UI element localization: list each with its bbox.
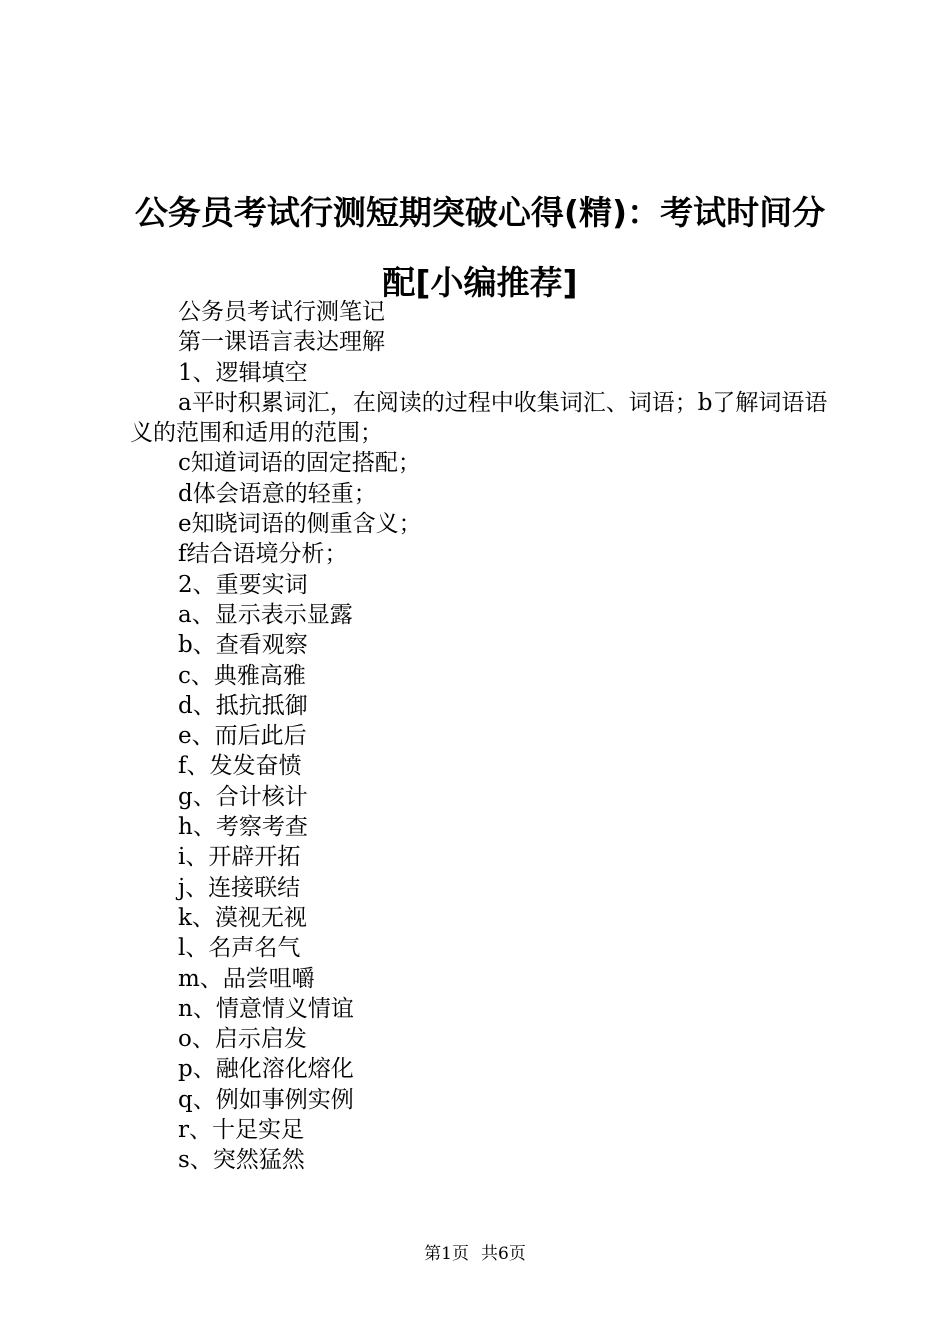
paragraph: f、发发奋愤 <box>178 753 302 780</box>
paragraph: d、抵抗抵御 <box>178 692 308 719</box>
paragraph: r、十足实足 <box>178 1117 304 1144</box>
paragraph: c知道词语的固定搭配； <box>178 450 421 477</box>
paragraph: j、连接联结 <box>178 874 301 901</box>
paragraph: e知晓词语的侧重含义； <box>178 511 422 538</box>
paragraph: q、例如事例实例 <box>178 1086 354 1113</box>
paragraph: i、开辟开拓 <box>178 844 301 871</box>
paragraph: p、融化溶化熔化 <box>178 1056 354 1083</box>
paragraph: s、突然猛然 <box>178 1147 305 1174</box>
paragraph: d体会语意的轻重； <box>178 480 377 507</box>
paragraph: e、而后此后 <box>178 723 307 750</box>
paragraph: l、名声名气 <box>178 935 301 962</box>
paragraph: 公务员考试行测笔记 <box>178 299 385 325</box>
paragraph: 1、逻辑填空 <box>178 359 308 386</box>
paragraph: 第一课语言表达理解 <box>178 329 385 356</box>
paragraph: 2、重要实词 <box>178 571 308 598</box>
paragraph: a平时积累词汇，在阅读的过程中收集词汇、词语；b了解词语语义的范围和适用的范围； <box>130 389 828 447</box>
document-title: 公务员考试行测短期突破心得(精)：考试时间分配[小编推荐] <box>134 193 826 302</box>
document-body <box>130 297 832 1176</box>
paragraph: m、品尝咀嚼 <box>178 965 315 992</box>
paragraph: g、合计核计 <box>178 783 308 810</box>
paragraph: c、典雅高雅 <box>178 662 306 689</box>
paragraph: f结合语境分析； <box>178 541 348 568</box>
paragraph: b、查看观察 <box>178 632 308 659</box>
paragraph: k、漠视无视 <box>178 904 307 931</box>
paragraph: h、考察考查 <box>178 814 308 841</box>
page-footer <box>0 1242 950 1266</box>
page-number: 第1页 <box>424 1244 469 1264</box>
paragraph: o、启示启发 <box>178 1026 307 1053</box>
paragraph: n、情意情义情谊 <box>178 995 354 1022</box>
page-total: 共6页 <box>481 1244 526 1264</box>
paragraph: a、显示表示显露 <box>178 601 353 628</box>
